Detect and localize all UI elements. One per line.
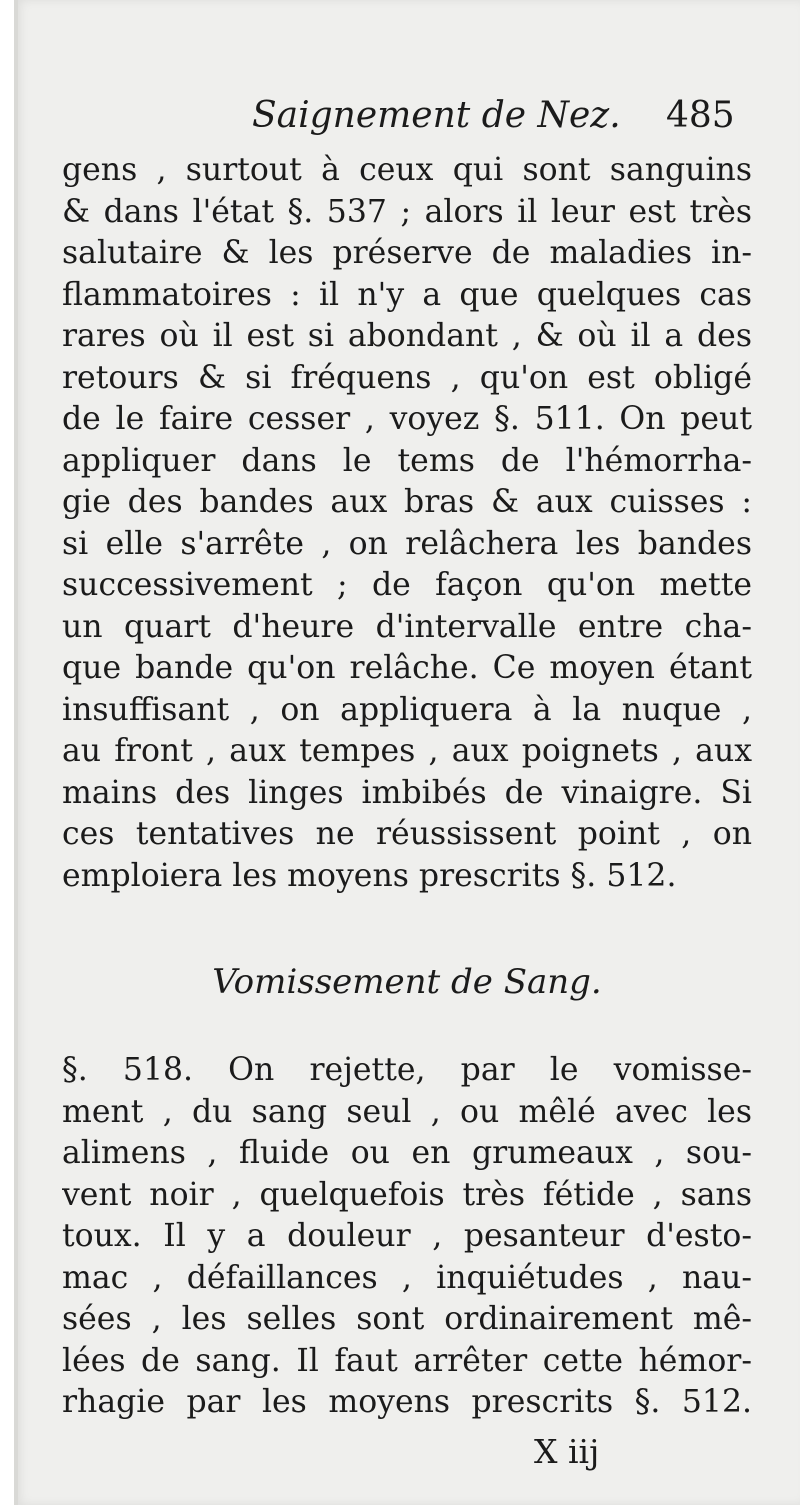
- text-line: alimens , fluide ou en grumeaux , sou-: [62, 1135, 752, 1171]
- text-line: ment , du sang seul , ou mêlé avec les: [62, 1093, 752, 1130]
- text-line: vent noir , quelquefois très fétide , sans: [62, 1176, 752, 1213]
- text-line: un quart d'heure d'intervalle entre cha-: [62, 608, 752, 645]
- text-line: que bande qu'on relâche. Ce moyen étant: [62, 650, 752, 686]
- signature-mark: X iij: [534, 1432, 600, 1471]
- paragraph-vomiting-blood: [62, 1050, 752, 1424]
- text-line: rhagie par les moyens prescrits §. 512.: [62, 1384, 752, 1420]
- text-line: ces tentatives ne réussissent point , on: [62, 816, 752, 852]
- text-line: au front , aux tempes , aux poignets , aux: [62, 733, 752, 769]
- text-line: sées , les selles sont ordinairement mê-: [62, 1301, 752, 1337]
- text-line: rares où il est si abondant , & où il a des: [62, 318, 752, 354]
- text-line: toux. Il y a douleur , pesanteur d'esto-: [62, 1218, 752, 1254]
- text-line: flammatoires : il n'y a que quelques cas: [62, 276, 752, 313]
- text-line: mains des linges imbibés de vinaigre. Si: [62, 774, 752, 811]
- page-number: 485: [666, 95, 735, 136]
- text-line: emploiera les moyens prescrits §. 512.: [62, 857, 677, 894]
- text-line: gie des bandes aux bras & aux cuisses :: [62, 484, 752, 520]
- text-line: insuffisant , on appliquera à la nuque ,: [62, 691, 752, 728]
- text-line: salutaire & les préserve de maladies in-: [62, 235, 752, 271]
- text-line: lées de sang. Il faut arrêter cette hémor-: [62, 1342, 752, 1379]
- page-header: [14, 95, 800, 155]
- paragraph-nosebleed-continued: [62, 150, 752, 897]
- text-line: appliquer dans le tems de l'hémorrha-: [62, 442, 752, 479]
- text-line: si elle s'arrête , on relâchera les bandes: [62, 525, 752, 562]
- text-line: successivement ; de façon qu'on mette: [62, 567, 752, 603]
- text-line: retours & si fréquens , qu'on est obligé: [62, 359, 752, 396]
- text-line: mac , défaillances , inquiétudes , nau-: [62, 1259, 752, 1296]
- book-page: [14, 0, 800, 1505]
- text-line: & dans l'état §. 537 ; alors il leur est très: [62, 193, 752, 230]
- text-line: gens , surtout à ceux qui sont sanguins: [62, 152, 752, 188]
- section-heading: Vomissement de Sang.: [212, 962, 602, 1002]
- text-line: §. 518. On rejette, par le vomisse-: [62, 1052, 752, 1088]
- running-title: Saignement de Nez.: [252, 95, 621, 136]
- text-line: de le faire cesser , voyez §. 511. On peut: [62, 401, 752, 437]
